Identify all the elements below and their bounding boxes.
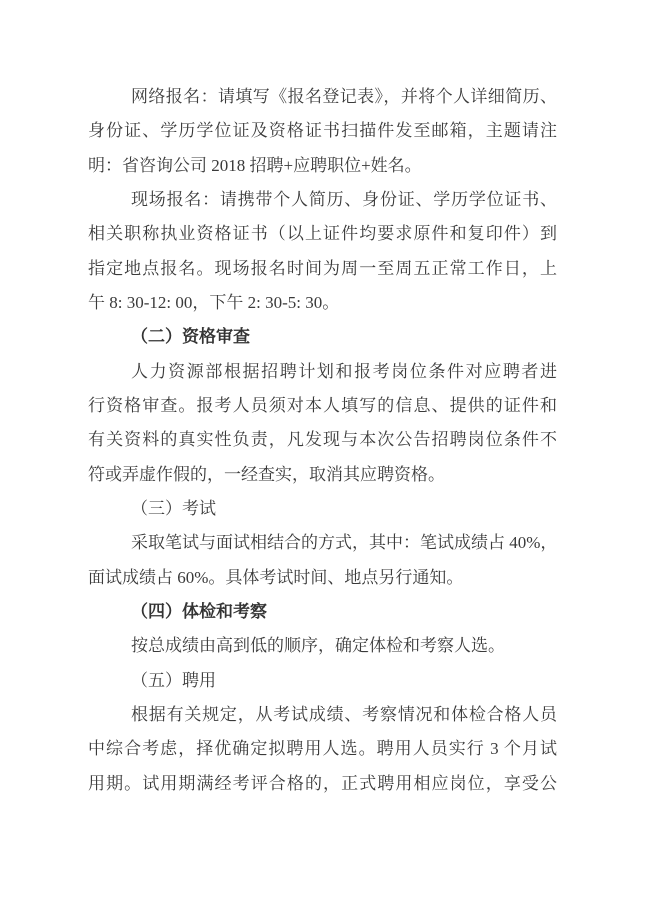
text-line: 按总成绩由高到低的顺序，确定体检和考察人选。 xyxy=(131,636,505,656)
section-heading: （三）考试 xyxy=(131,498,216,518)
text-line: 符或弄虚作假的，一经查实，取消其应聘资格。 xyxy=(88,464,445,484)
text-line: 人力资源部根据招聘计划和报考岗位条件对应聘者进 xyxy=(131,361,557,381)
text-line: 行资格审查。报考人员须对本人填写的信息、提供的证件和 xyxy=(88,395,557,415)
text-line: 根据有关规定，从考试成绩、考察情况和体检合格人员 xyxy=(131,704,557,724)
text-line: 身份证、学历学位证及资格证书扫描件发至邮箱，主题请注 xyxy=(88,121,557,141)
text-line: 有关资料的真实性负责，凡发现与本次公告招聘岗位条件不 xyxy=(88,430,557,450)
section-heading: （二）资格审查 xyxy=(131,327,250,347)
text-line: 午 8: 30-12: 00，下午 2: 30-5: 30。 xyxy=(88,292,340,312)
text-line: 面试成绩占 60%。具体考试时间、地点另行通知。 xyxy=(88,567,464,587)
document-content xyxy=(88,80,557,801)
text-line: 用期。试用期满经考评合格的，正式聘用相应岗位，享受公 xyxy=(88,773,557,793)
text-line: 明：省咨询公司 2018 招聘+应聘职位+姓名。 xyxy=(88,155,422,175)
section-heading: （四）体检和考察 xyxy=(131,601,267,621)
text-line: 现场报名：请携带个人简历、身份证、学历学位证书、 xyxy=(131,189,557,209)
text-line: 相关职称执业资格证书（以上证件均要求原件和复印件）到 xyxy=(88,224,557,244)
text-line: 采取笔试与面试相结合的方式，其中：笔试成绩占 40%， xyxy=(131,533,558,553)
text-line: 网络报名：请填写《报名登记表》，并将个人详细简历、 xyxy=(131,87,557,106)
text-line: 中综合考虑，择优确定拟聘用人选。聘用人员实行 3 个月试 xyxy=(88,739,557,759)
section-heading: （五）聘用 xyxy=(131,670,216,690)
text-line: 指定地点报名。现场报名时间为周一至周五正常工作日，上 xyxy=(88,258,557,278)
